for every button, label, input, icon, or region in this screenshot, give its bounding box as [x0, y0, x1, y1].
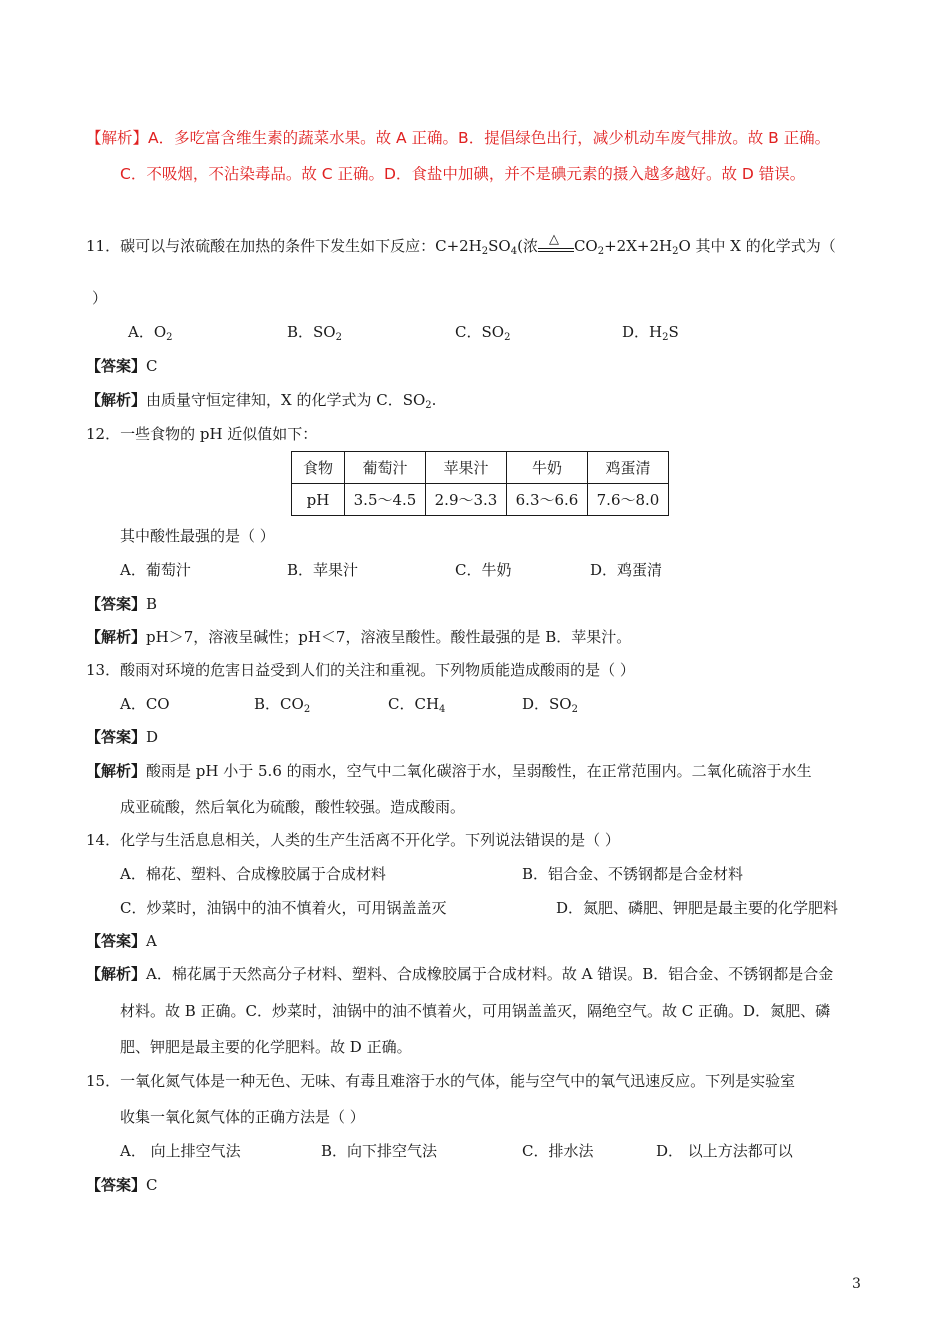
- q12-option-d[interactable]: D．鸡蛋清: [590, 561, 663, 579]
- q14-option-d[interactable]: D．氮肥、磷肥、钾肥是最主要的化学肥料: [556, 899, 839, 917]
- q11-option-b[interactable]: B．$SO_2$: [287, 323, 342, 343]
- analysis-10-line1: 【解析】A．多吃富含维生素的蔬菜水果。故 A 正确。B．提倡绿色出行，减少机动车废气排放。故 B 正确。: [86, 129, 831, 147]
- question-15-stem-line2: 收集一氧化氮气体的正确方法是（ ）: [120, 1108, 365, 1126]
- ph-table: [291, 451, 669, 516]
- question-15-stem-line1: 15．一氧化氮气体是一种无色、无味、有毒且难溶于水的气体，能与空气中的氧气迅速反应。下列是实验室: [86, 1072, 796, 1090]
- q13-answer: 【答案】D: [86, 728, 159, 746]
- q14-analysis-line2: 材料。故 B 正确。C．炒菜时，油锅中的油不慎着火，可用锅盖盖灭，隔绝空气。故 C 正确。D．氮肥、磷: [120, 1002, 831, 1020]
- q15-option-c[interactable]: C．排水法: [522, 1142, 594, 1160]
- q12-option-b[interactable]: B．苹果汁: [287, 561, 359, 579]
- question-12-stem: 12．一些食物的 pH 近似值如下：: [86, 425, 318, 443]
- page-number: 3: [852, 1276, 861, 1292]
- ph-table-cell: 牛奶: [507, 452, 588, 484]
- analysis-10-line2: C．不吸烟，不沾染毒品。故 C 正确。D．食盐中加碘，并不是碘元素的摄入越多越好。故 D 错误。: [120, 165, 806, 183]
- question-12-question: 其中酸性最强的是（ ）: [120, 527, 275, 545]
- q11-answer: 【答案】C: [86, 357, 158, 375]
- question-13-stem: 13．酸雨对环境的危害日益受到人们的关注和重视。下列物质能造成酸雨的是（ ）: [86, 661, 635, 679]
- ph-table-cell: 7.6～8.0: [588, 484, 669, 516]
- q13-option-c[interactable]: C．$CH_4$: [388, 695, 446, 715]
- ph-table-header-row: [292, 452, 669, 484]
- ph-table-cell: pH: [292, 484, 345, 516]
- q14-option-a[interactable]: A．棉花、塑料、合成橡胶属于合成材料: [120, 865, 386, 883]
- q12-analysis: 【解析】pH＞7，溶液呈碱性；pH＜7，溶液呈酸性。酸性最强的是 B．苹果汁。: [86, 628, 632, 646]
- q15-answer: 【答案】C: [86, 1176, 158, 1194]
- q11-option-c[interactable]: C．$SO_2$: [455, 323, 511, 343]
- ph-table-cell: 3.5～4.5: [345, 484, 426, 516]
- q14-answer: 【答案】A: [86, 932, 157, 950]
- q13-option-a[interactable]: A．CO: [120, 695, 170, 713]
- q13-analysis-line2: 成亚硫酸，然后氧化为硫酸，酸性较强。造成酸雨。: [120, 798, 466, 816]
- heating-arrow: △: [538, 236, 574, 256]
- q13-analysis-line1: 【解析】酸雨是 pH 小于 5.6 的雨水，空气中二氧化碳溶于水，呈弱酸性，在正常范围内。二氧化硫溶于水生: [86, 762, 812, 780]
- q12-answer: 【答案】B: [86, 595, 158, 613]
- q15-option-a[interactable]: A． 向上排空气法: [120, 1142, 241, 1160]
- q13-option-b[interactable]: B．$CO_2$: [254, 695, 311, 715]
- ph-table-cell: 葡萄汁: [345, 452, 426, 484]
- q14-option-c[interactable]: C．炒菜时，油锅中的油不慎着火，可用锅盖盖灭: [120, 899, 447, 917]
- ph-table-value-row: [292, 484, 669, 516]
- q11-analysis: 【解析】由质量守恒定律知，X 的化学式为 C．$SO_2$.: [86, 391, 437, 411]
- q12-option-c[interactable]: C．牛奶: [455, 561, 512, 579]
- ph-table-cell: 6.3～6.6: [507, 484, 588, 516]
- q14-option-b[interactable]: B．铝合金、不锈钢都是合金材料: [522, 865, 744, 883]
- q11-option-d[interactable]: D．$H_2S$: [622, 323, 679, 343]
- question-14-stem: 14．化学与生活息息相关，人类的生产生活离不开化学。下列说法错误的是（ ）: [86, 831, 620, 849]
- q14-analysis-line3: 肥、钾肥是最主要的化学肥料。故 D 正确。: [120, 1038, 412, 1056]
- ph-table-cell: 食物: [292, 452, 345, 484]
- q15-option-d[interactable]: D． 以上方法都可以: [656, 1142, 793, 1160]
- q11-option-a[interactable]: A．$O_2$: [128, 323, 173, 343]
- question-11-close-paren: ）: [92, 289, 108, 307]
- ph-table-cell: 苹果汁: [426, 452, 507, 484]
- ph-table-cell: 鸡蛋清: [588, 452, 669, 484]
- q15-option-b[interactable]: B．向下排空气法: [321, 1142, 438, 1160]
- ph-table-cell: 2.9～3.3: [426, 484, 507, 516]
- q12-option-a[interactable]: A．葡萄汁: [120, 561, 191, 579]
- q14-analysis-line1: 【解析】A．棉花属于天然高分子材料、塑料、合成橡胶属于合成材料。故 A 错误。B．铝合金、不锈钢都是合金: [86, 965, 834, 983]
- q13-option-d[interactable]: D．$SO_2$: [522, 695, 578, 715]
- question-11-stem: 11．碳可以与浓硫酸在加热的条件下发生如下反应：$C+2H_2SO_4$(浓 △ $CO_2+2X+2H_2O$ 其中 X 的化学式为（: [86, 232, 836, 257]
